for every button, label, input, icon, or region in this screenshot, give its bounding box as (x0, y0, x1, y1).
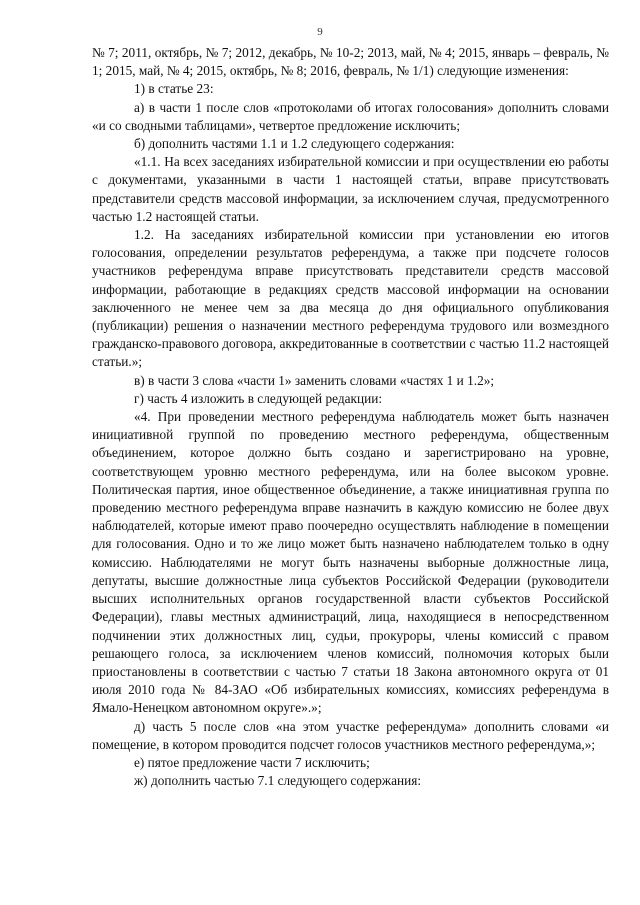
document-body (92, 44, 609, 790)
paragraph-item-d: д) часть 5 после слов «на этом участке референдума» дополнить словами «и помещение, в котором проводится подсчет голосов участников местного референдума,»; (92, 718, 609, 752)
page-number: 9 (317, 26, 323, 38)
paragraph-item-a: а) в части 1 после слов «протоколами об итогах голосования» дополнить словами «и со сводными таблицами», четвертое предложение исключить; (92, 99, 609, 133)
paragraph-part-4: «4. При проведении местного референдума наблюдатель может быть назначен инициативной группой по проведению местного референдума, общественным объединением, которое должно быть создано и зарегистрировано на уровне, соответствующем уровню местного референдума, или на более высоком уровне. Политическая партия, иное общественное объединение, а также инициативная группа по проведению местного референдума вправе назначить в каждую комиссию не более двух наблюдателей, которые имеют право поочередно осуществлять наблюдение в помещении для голосования. Одно и то же лицо может быть назначено наблюдателем только в одну комиссию. Наблюдателями не могут быть назначены выборные должностные лица, депутаты, высшие должностные лица субъектов Российской Федерации (руководители высших исполнительных органов государственной власти субъектов Российской Федерации), главы местных администраций, лица, находящиеся в непосредственном подчинении этих должностных лиц, судьи, прокуроры, члены комиссий с правом решающего голоса, за исключением членов комиссий, полномочия которых были приостановлены в соответствии с частью 7 статьи 18 Закона автономного округа от 01 июля 2010 года № 84-ЗАО «Об избирательных комиссиях, комиссиях референдума в Ямало-Ненецком автономном округе».»; (92, 409, 609, 716)
paragraph-item-v: в) в части 3 слова «части 1» заменить словами «частях 1 и 1.2»; (134, 372, 495, 388)
paragraph-item-g: г) часть 4 изложить в следующей редакции: (134, 390, 383, 406)
paragraph-intro: № 7; 2011, октябрь, № 7; 2012, декабрь, № 10-2; 2013, май, № 4; 2015, январь – февраль, № 1; 2015, май, № 4; 2015, октябрь, № 8; 2016, февраль, № 1/1) следующие изменения: (92, 45, 609, 79)
paragraph-item-zh: ж) дополнить частью 7.1 следующего содержания: (134, 773, 422, 789)
paragraph-item-b: б) дополнить частями 1.1 и 1.2 следующего содержания: (134, 136, 455, 152)
paragraph-item-e: е) пятое предложение части 7 исключить; (134, 754, 370, 770)
paragraph-part-1-2: 1.2. На заседаниях избирательной комиссии при установлении ею итогов голосования, определении результатов референдума, а также при подсчете голосов участников референдума вправе присутствовать представители средств массовой информации, работающие в редакциях средств массовой информации на основании заключенного не менее чем за два месяца до дня официального опубликования (публикации) решения о назначении местного референдума трудового или возмездного гражданско-правового договора, аккредитованные в соответствии с частью 11.2 настоящей статьи.»; (92, 227, 609, 370)
paragraph-part-1-1: «1.1. На всех заседаниях избирательной комиссии и при осуществлении ею работы с документами, указанными в части 1 настоящей статьи, вправе присутствовать представители средств массовой информации, за исключением случая, предусмотренного частью 1.2 настоящей статьи. (92, 154, 609, 224)
paragraph-article-23: 1) в статье 23: (134, 81, 214, 97)
